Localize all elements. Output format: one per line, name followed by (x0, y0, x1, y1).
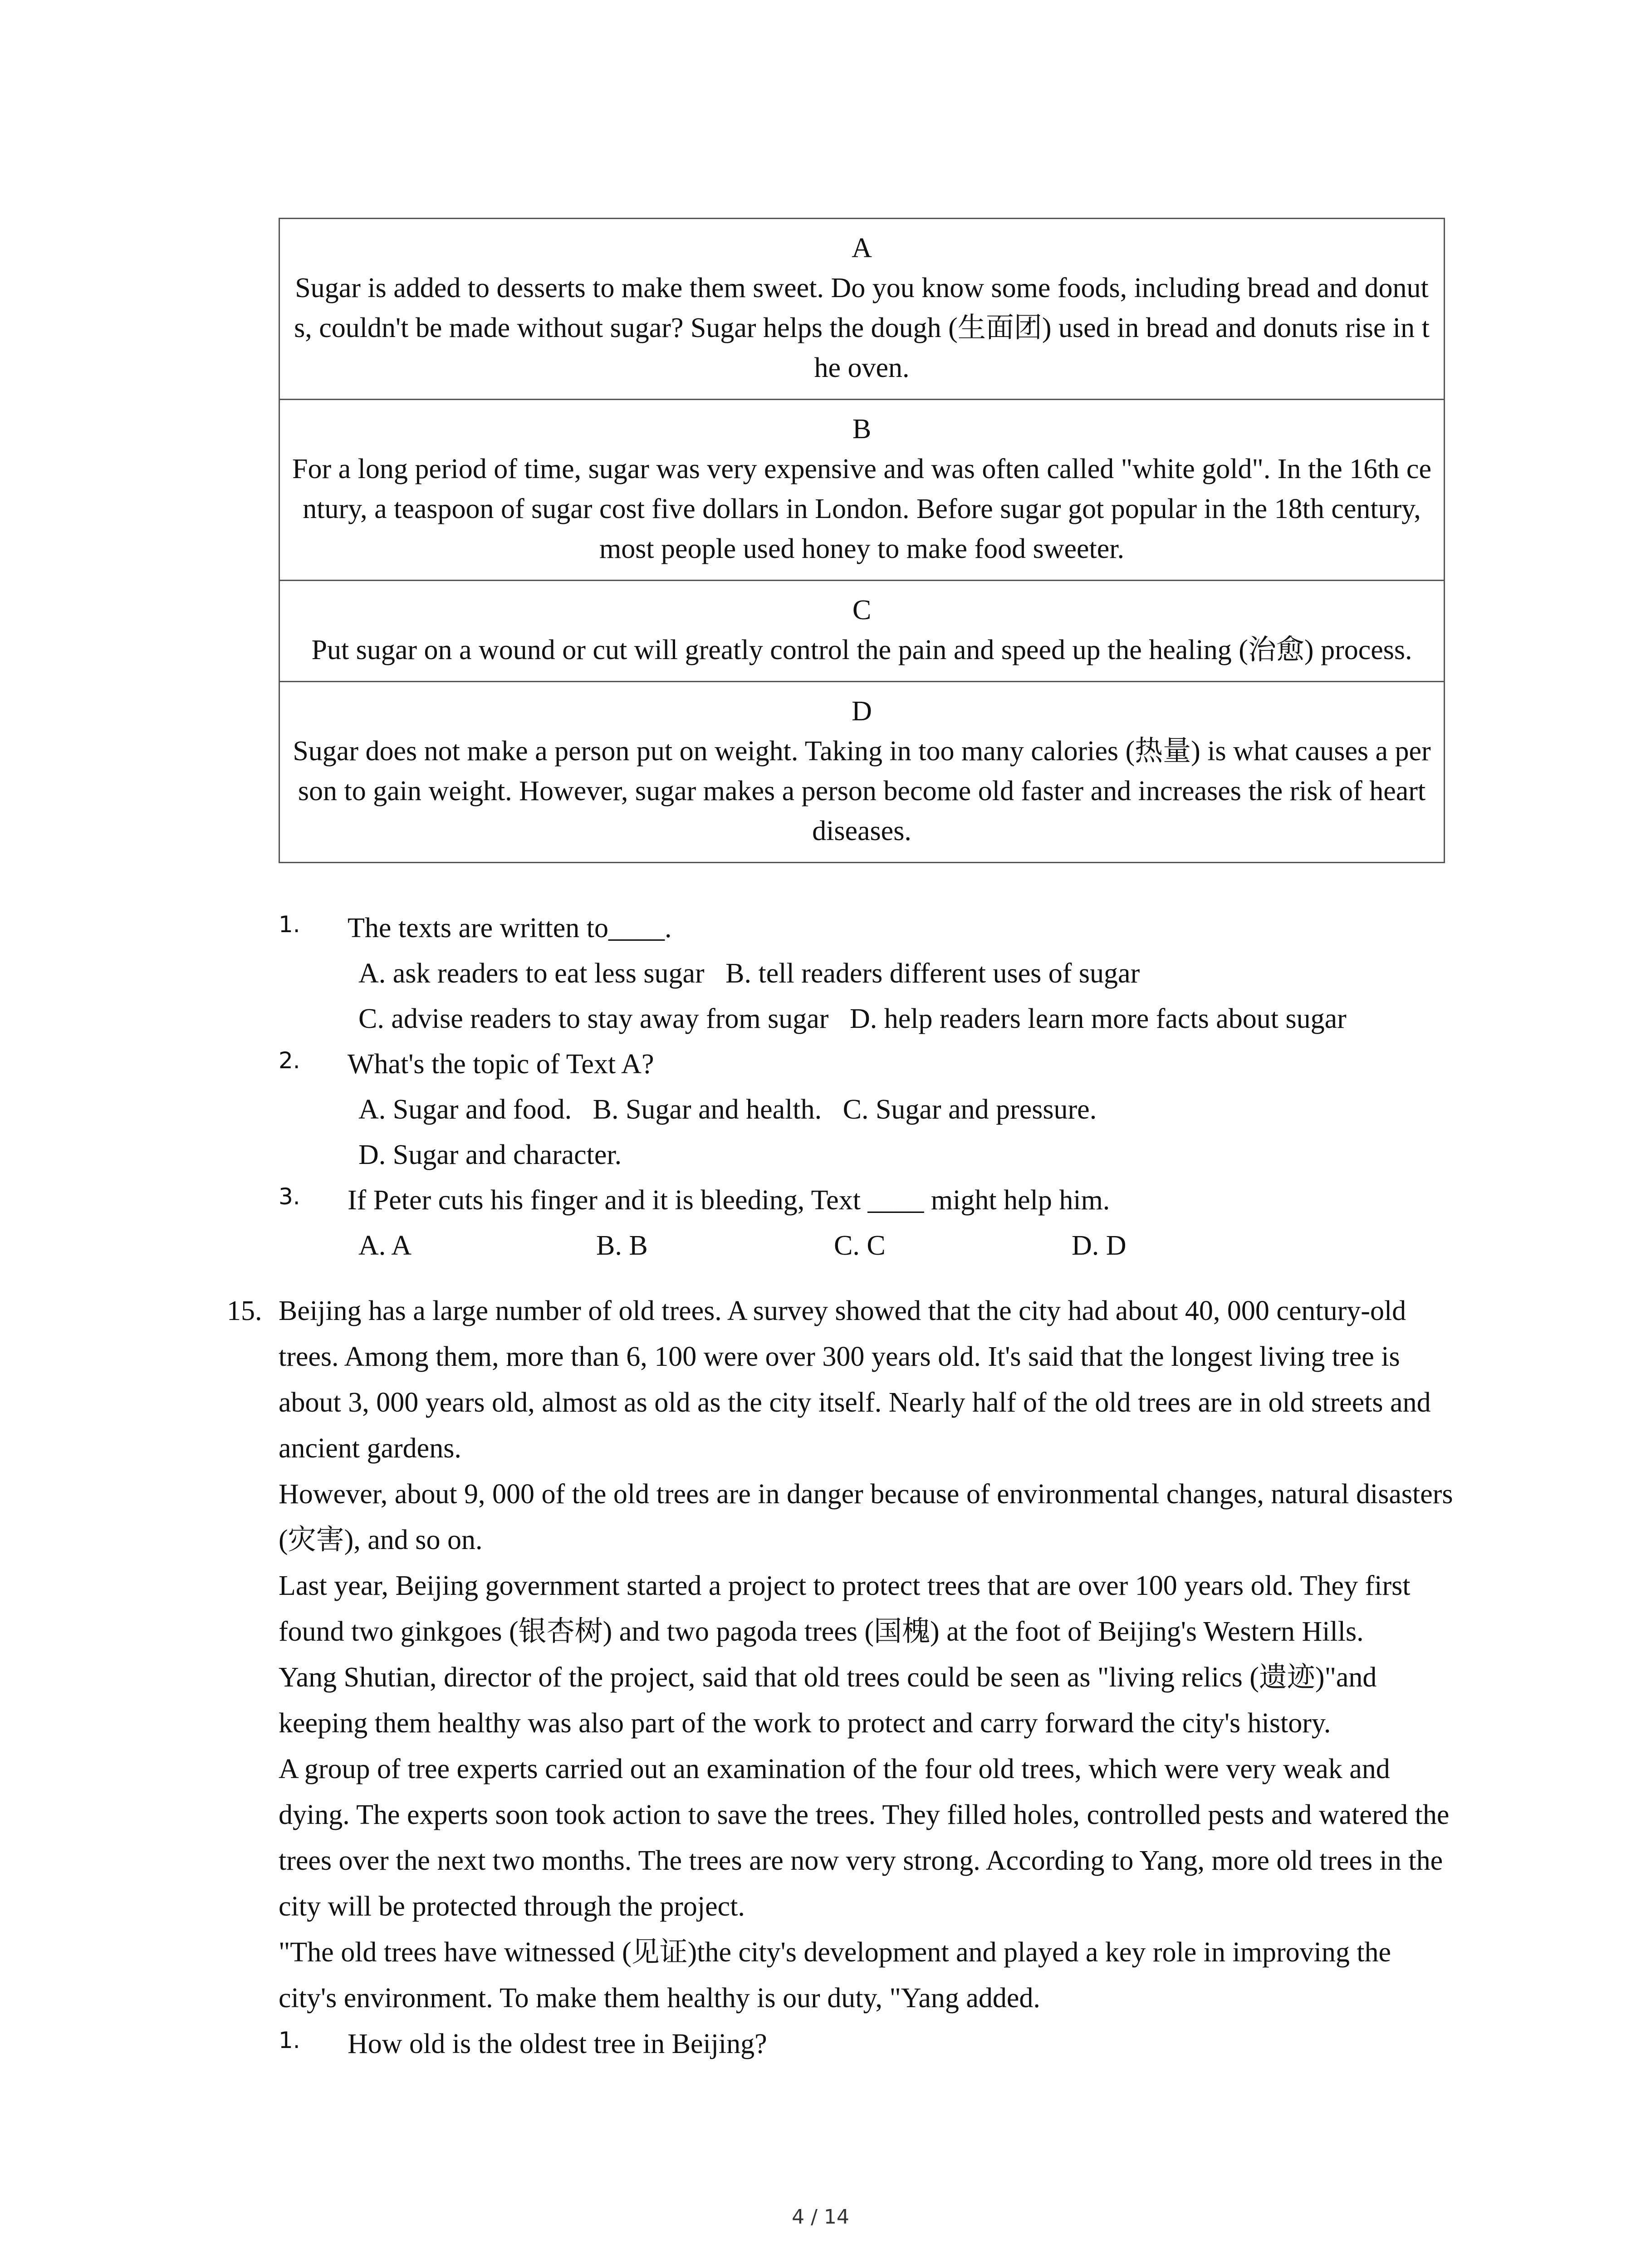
option-b: B. B (596, 1230, 648, 1261)
question-number: 2. (279, 1047, 300, 1074)
text-letter-d: D (852, 696, 872, 727)
text-body-c: Put sugar on a wound or cut will greatly control the pain and speed up the healing (治愈) process. (311, 635, 1412, 665)
passage-15-question-1 (279, 2021, 1454, 2067)
text-letter-c: C (852, 595, 872, 626)
passage-15 (279, 1288, 1454, 2067)
passage-paragraph: However, about 9, 000 of the old trees are in danger because of environmental changes, natural disasters (灾害), and so on. (279, 1479, 1453, 1555)
question-2 (279, 1041, 1449, 1178)
text-cell-a (279, 219, 1445, 400)
text-row-a (279, 219, 1445, 400)
question-number: 1. (279, 911, 300, 938)
option-line: C. advise readers to stay away from sugar D. help readers learn more facts about sugar (358, 1003, 1347, 1034)
text-letter-b: B (852, 414, 872, 445)
option-line: A. ask readers to eat less sugar B. tell readers different uses of sugar (358, 958, 1140, 989)
text-cell-c (279, 581, 1445, 682)
question-15-number: 15. (227, 1295, 262, 1326)
option-line: A. Sugar and food. B. Sugar and health. C. Sugar and pressure. (358, 1094, 1097, 1125)
question-text: If Peter cuts his finger and it is bleeding, Text ____ might help him. (348, 1185, 1110, 1216)
option-a: A. A (358, 1230, 412, 1261)
text-row-b (279, 400, 1445, 581)
text-cell-b (279, 400, 1445, 581)
passage-paragraph: A group of tree experts carried out an examination of the four old trees, which were very weak and dying. The experts soon took action to save the trees. They filled holes, controlled pests and watered the trees over the next two months. The trees are now very strong. According to Yang, more old trees in the city will be protected through the project. (279, 1754, 1450, 1922)
text-cell-d (279, 682, 1445, 863)
question-number: 1. (279, 2027, 300, 2053)
question-1 (279, 905, 1449, 1041)
text-body-d: Sugar does not make a person put on weight. Taking in too many calories (热量) is what causes a person to gain weight. However, sugar makes a person become old faster and increases the risk of heart diseases. (293, 736, 1431, 846)
passage-paragraph: Yang Shutian, director of the project, said that old trees could be seen as "living relics (遗迹)"and keeping them healthy was also part of the work to protect and carry forward the city's history. (279, 1662, 1377, 1739)
text-body-b: For a long period of time, sugar was very expensive and was often called "white gold". In the 16th century, a teaspoon of sugar cost five dollars in London. Before sugar got popular in the 18th century, most people used honey to make food sweeter. (292, 454, 1431, 564)
question-text: The texts are written to____. (348, 913, 672, 943)
question-number: 3. (279, 1183, 300, 1210)
option-c: C. C (834, 1230, 886, 1261)
text-body-a: Sugar is added to desserts to make them sweet. Do you know some foods, including bread and donuts, couldn't be made without sugar? Sugar helps the dough (生面团) used in bread and donuts rise in the oven. (294, 273, 1430, 383)
question-3 (279, 1178, 1449, 1268)
sugar-texts-table (279, 218, 1445, 863)
option-row (279, 1223, 1449, 1268)
text-row-c (279, 581, 1445, 682)
question-text: What's the topic of Text A? (348, 1049, 654, 1080)
option-line: D. Sugar and character. (358, 1139, 622, 1170)
question-text: How old is the oldest tree in Beijing? (348, 2028, 767, 2059)
text-letter-a: A (852, 233, 872, 264)
option-d: D. D (1072, 1230, 1127, 1261)
text-row-d (279, 682, 1445, 863)
page-number: 4 / 14 (792, 2205, 849, 2229)
passage-paragraph: Last year, Beijing government started a project to protect trees that are over 100 years old. They first found two ginkgoes (银杏树) and two pagoda trees (国槐) at the foot of Beijing's Western Hills. (279, 1570, 1411, 1647)
passage-paragraph: "The old trees have witnessed (见证)the city's development and played a key role in improving the city's environment. To make them healthy is our duty, "Yang added. (279, 1937, 1391, 2014)
passage-paragraph: Beijing has a large number of old trees. A survey showed that the city had about 40, 000 century-old trees. Among them, more than 6, 100 were over 300 years old. It's said that the longest living tree is about 3, 000 years old, almost as old as the city itself. Nearly half of the old trees are in old streets and ancient gardens. (279, 1295, 1431, 1464)
